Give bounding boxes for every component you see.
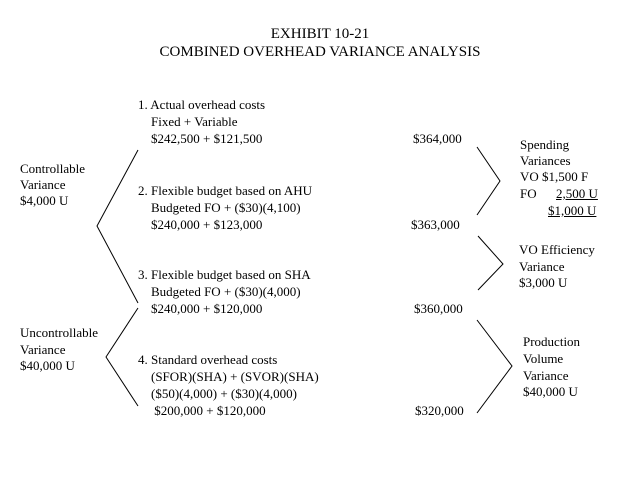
spending-title: Spending [520, 137, 570, 152]
efficiency-bracket [478, 236, 503, 290]
volume-title-2: Volume [523, 351, 564, 366]
spending-bracket [477, 147, 500, 215]
efficiency-amount: $3,000 U [519, 275, 568, 290]
uncontrollable-label: Uncontrollable [20, 325, 98, 340]
efficiency-title: VO Efficiency [519, 242, 595, 257]
step-4-line-2: (SFOR)(SHA) + (SVOR)(SHA) [138, 369, 319, 384]
exhibit-title: COMBINED OVERHEAD VARIANCE ANALYSIS [159, 44, 481, 60]
controllable-amount: $4,000 U [20, 193, 69, 208]
step-4-line-3: ($50)(4,000) + ($30)(4,000) [138, 386, 297, 401]
spending-fo-label: FO [520, 186, 537, 201]
step-1-amount: $364,000 [413, 131, 462, 146]
step-1-line-3: $242,500 + $121,500 [138, 131, 263, 146]
step-2-amount: $363,000 [411, 217, 460, 232]
spending-total: $1,000 U [548, 203, 597, 218]
exhibit-number: EXHIBIT 10-21 [270, 26, 370, 42]
step-4-amount: $320,000 [415, 403, 464, 418]
step-1-line-2: Fixed + Variable [138, 114, 238, 129]
volume-amount: $40,000 U [523, 384, 578, 399]
volume-label: Variance [523, 368, 569, 383]
step-2-title: 2. Flexible budget based on AHU [138, 183, 313, 198]
step-1-title: 1. Actual overhead costs [138, 97, 266, 112]
step-4-line-4: $200,000 + $120,000 [138, 403, 266, 418]
volume-bracket [477, 320, 512, 413]
uncontrollable-amount: $40,000 U [20, 358, 75, 373]
spending-title-2: Variances [520, 153, 571, 168]
controllable-variance-label: Variance [20, 177, 66, 192]
step-3-amount: $360,000 [414, 301, 463, 316]
step-4-title: 4. Standard overhead costs [138, 352, 278, 367]
volume-title: Production [523, 334, 581, 349]
uncontrollable-bracket [106, 308, 138, 406]
efficiency-label: Variance [519, 259, 565, 274]
uncontrollable-variance-label: Variance [20, 342, 66, 357]
spending-fo-value: 2,500 U [556, 186, 598, 201]
step-2-line-2: Budgeted FO + ($30)(4,100) [138, 200, 301, 215]
step-2-line-3: $240,000 + $123,000 [138, 217, 263, 232]
controllable-label: Controllable [20, 161, 85, 176]
step-3-title: 3. Flexible budget based on SHA [138, 267, 311, 282]
spending-vo: VO $1,500 F [520, 169, 589, 184]
step-3-line-3: $240,000 + $120,000 [138, 301, 263, 316]
controllable-bracket [97, 150, 138, 303]
step-3-line-2: Budgeted FO + ($30)(4,000) [138, 284, 301, 299]
